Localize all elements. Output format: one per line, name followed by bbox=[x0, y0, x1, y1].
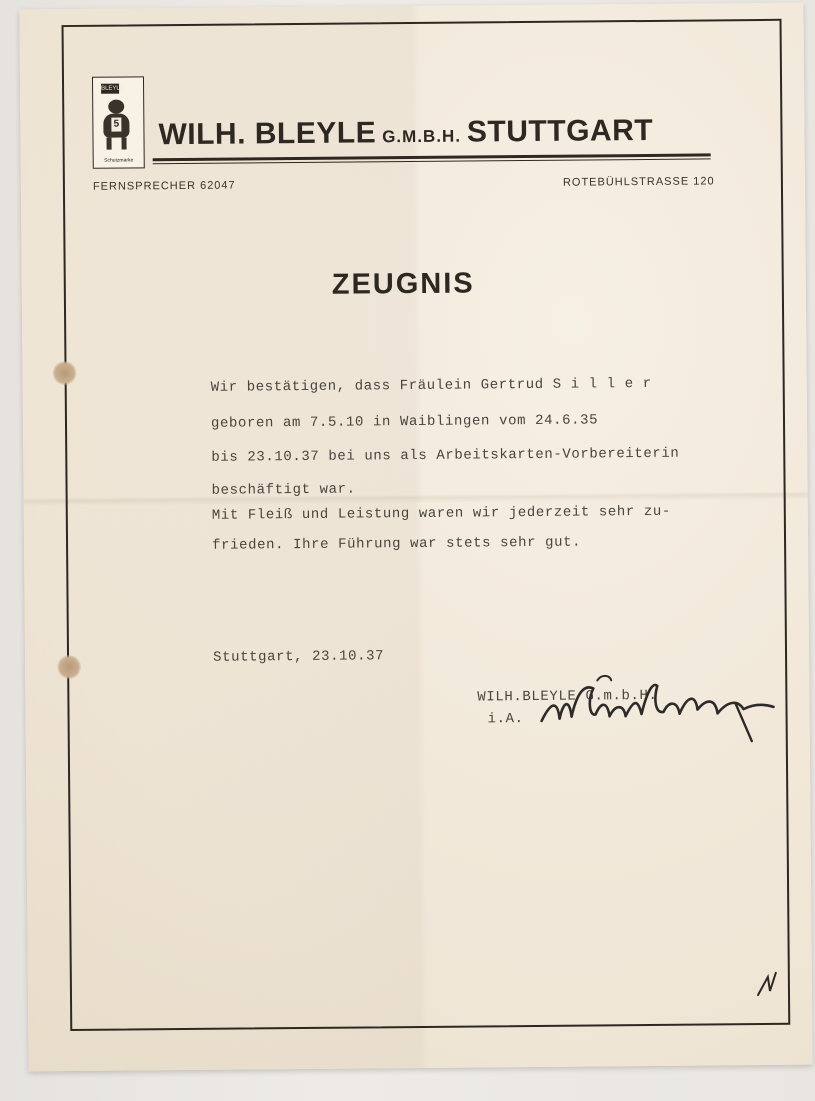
place-date: Stuttgart, 23.10.37 bbox=[212, 648, 385, 666]
street-address: ROTEBÜHLSTRASSE 120 bbox=[562, 175, 715, 189]
signature-company: WILH.BLEYLE G.m.b.H. bbox=[477, 687, 658, 706]
logo-text: BLEYLE bbox=[101, 85, 124, 92]
page-border bbox=[62, 19, 791, 1031]
logo-number: 5 bbox=[111, 118, 121, 132]
company-city: STUTTGART bbox=[466, 113, 654, 149]
document-sheet bbox=[19, 3, 812, 1072]
body-line-3: bis 23.10.37 bei uns als Arbeitskarten-Vorbereiterin bbox=[211, 445, 680, 466]
mascot-head bbox=[108, 100, 124, 114]
company-name: WILH. BLEYLE bbox=[158, 116, 377, 152]
company-logo bbox=[92, 76, 145, 168]
logo-caption: Schutzmarke bbox=[104, 157, 134, 164]
body-line-1: Wir bestätigen, dass Fräulein Gertrud S i l l e r bbox=[210, 375, 652, 396]
corner-pencil-mark bbox=[754, 969, 778, 997]
body-line-4: beschäftigt war. bbox=[211, 481, 356, 499]
phone-number: FERNSPRECHER 62047 bbox=[92, 179, 236, 193]
handwritten-signature bbox=[537, 669, 778, 751]
punch-hole-bottom bbox=[57, 655, 81, 679]
company-heading bbox=[158, 114, 653, 152]
signature-prefix: i.A. bbox=[487, 711, 524, 728]
body-line-5: Mit Fleiß und Leistung waren wir jederzeit sehr zu- bbox=[211, 503, 671, 524]
company-form: G.M.B.H. bbox=[382, 126, 462, 147]
mascot-legs bbox=[107, 138, 127, 150]
body-line-2: geboren am 7.5.10 in Waiblingen vom 24.6.35 bbox=[210, 412, 599, 432]
document-title: ZEUGNIS bbox=[331, 267, 475, 301]
punch-hole-top bbox=[52, 361, 76, 385]
body-line-6: frieden. Ihre Führung war stets sehr gut. bbox=[211, 534, 582, 554]
